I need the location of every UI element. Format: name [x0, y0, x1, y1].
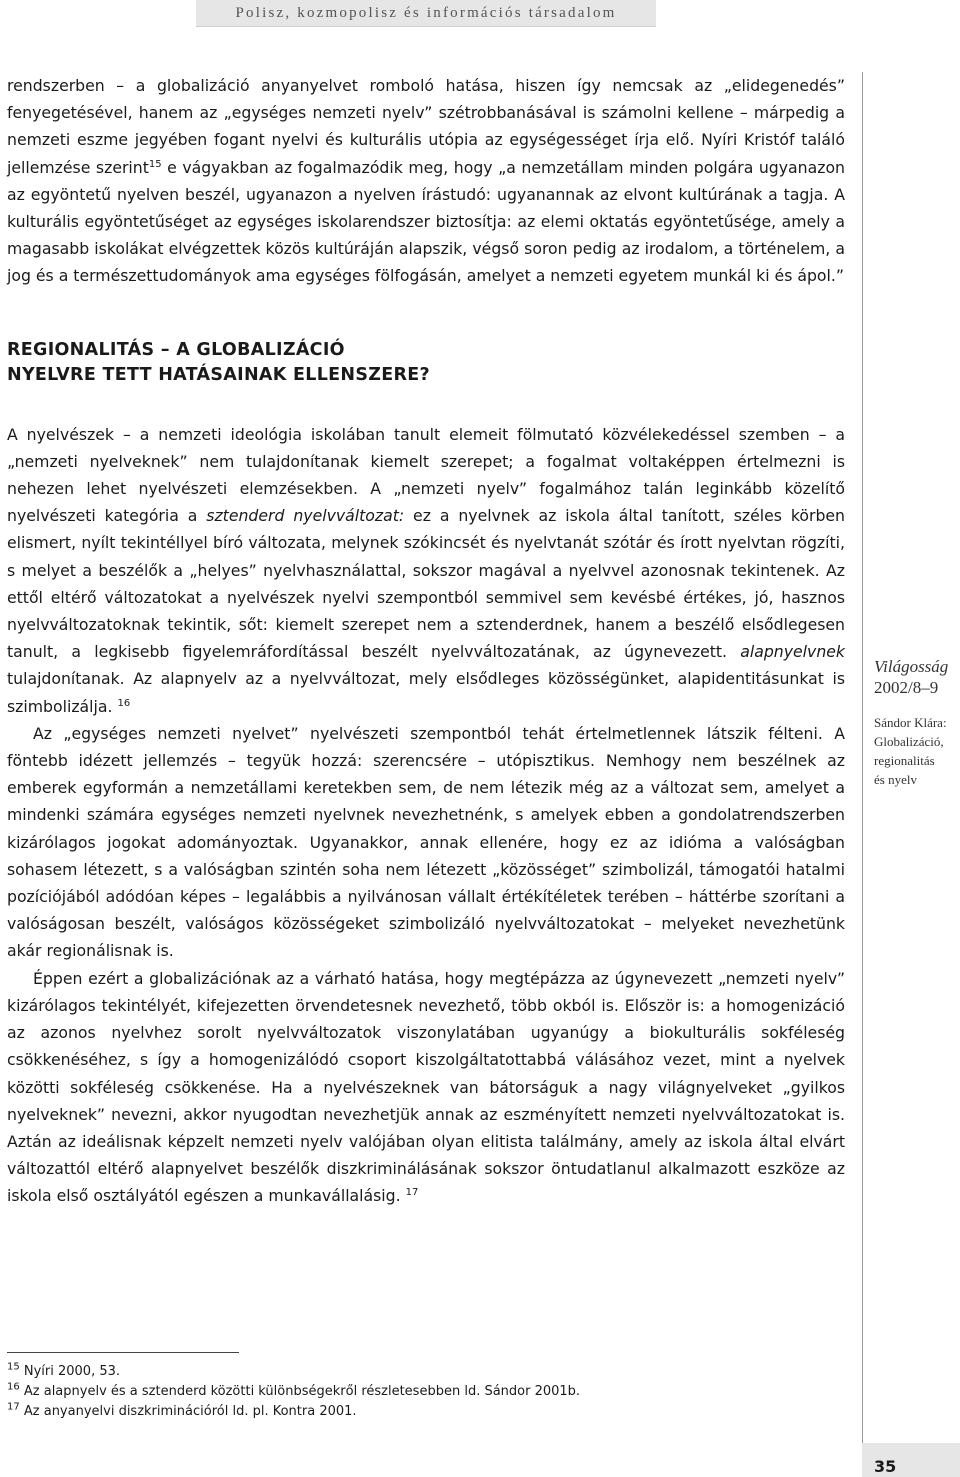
section-heading-line-1: REGIONALITÁS – A GLOBALIZÁCIÓ — [7, 339, 345, 360]
journal-issue: 2002/8–9 — [874, 678, 939, 697]
main-text — [7, 72, 845, 1210]
term-sztenderd: sztenderd nyelvváltozat: — [206, 506, 405, 526]
section-heading — [7, 338, 845, 388]
footnote-15: $^{15}$ Nyíri 2000, 53. — [7, 1361, 121, 1379]
sidebar — [874, 656, 960, 789]
footnotes — [7, 1362, 580, 1422]
journal-title: Világosság — [874, 657, 949, 676]
paragraph-4: Éppen ezért a globalizációnak az a várható hatása, hogy megtépázza az úgynevezett „nemzeti nyelv” kizárólagos tekintélyét, kifejezetten örvendetesnek nevezhető, több okból is. Először is: a homogenizáció az azonos nyelvhez sorolt nyelvváltozatok viszonylatában ugyanúgy a biokulturális sokféleség csökkenéséhez, s így a homogenizálódó csoport kiszolgáltatottabbá válásához vezet, mint a nyelvek közötti sokféleség csökkenése. Ha a nyelvészeknek van bátorságuk a nagy világnyelveket „gyilkos nyelveknek” nevezni, akkor nyugodtan nevezhetjük annak az eszményített nemzeti nyelvváltozatokat is. Aztán az ideálisnak képzelt nemzeti nyelv valójában olyan elitista találmány, amely az iskola által elvárt változattól eltérő alapnyelvet beszélők diszkriminálásának sokszor öntudatlanul alkalmazott eszköze az iskola első osztályától egészen a munkavállalásig. $^{17}$ — [7, 968, 845, 1206]
paragraph-2: A nyelvészek – a nemzeti ideológia iskolában tanult elemeit fölmutató közvélekedéssel szemben – a „nemzeti nyelveknek” nem tulajdonítanak kiemelt szerepet; a fogalmat voltaképpen értelmezni is nehezen lehet nyelvészeti elemzésekben. A „nemzeti nyelv” fogalmához talán leginkább közelítő nyelvészeti kategória a sztenderd nyelvváltozat: ez a nyelvnek az iskola által tanított, széles körben elismert, nyílt tekintéllyel bíró változata, melynek szókincsét és nyelvtanát szótár és írott nyelvtan rögzíti, s melyet a beszélők a „helyes” nyelvhasználattal, sokszor magával a nyelvvel azonosnak tekintenek. Az ettől eltérő változatokat a nyelvészek nyelvi szempontból semmivel sem kevésbé értékes, jó, hasznos nyelvváltozatoknak tekintik, sőt: kiemelt szerepet nem a sztenderdnek, hanem a beszélő elsődlegesen tanult, a legkisebb figyelemráfordítással beszélt nyelvváltozatának, az úgynevezett. alapnyelvnek tulajdonítanak. Az alapnyelv az a nyelvváltozat, mely elsődleges közösségünket, alapidentitásunkat is szimbolizálja. $^{16}$ — [7, 424, 846, 716]
sidebar-divider — [862, 72, 863, 1450]
footnote-rule — [7, 1352, 239, 1353]
paragraph-3: Az „egységes nemzeti nyelvet” nyelvészeti szempontból tehát értelmetlennek látszik félteni. A föntebb idézett jellemzés – tegyük hozzá: szerencsére – utópisztikus. Nemhogy nem beszélnek az emberek egyformán a nemzetállami keretekben sem, de nem létezik még az a változat sem, amelyet a mindenki számára egységes nemzeti nyelvnek nevezhetnénk, s amelyek ebben a gondolatrendszerben kizárólagos jogokat adományoztak. Ugyanakkor, annak ellenére, hogy ez az idióma a valóságban sohasem létezett, s a valóságban szintén soha nem létezett „közösséget” szimbolizál, támogatói hatalmi pozíciójából adódóan képes – legalábbis a nyilvánosan vállalt értékítéletek terében – háttérbe szorítani a valóságosan beszélt, valóságos közösségeket szimbolizáló nyelvváltozatokat – melyeket nevezhetünk akár regionálisnak is. — [7, 723, 845, 961]
footnote-ref-15[interactable]: 15 — [148, 158, 162, 170]
footnote-ref-16[interactable]: 16 — [117, 697, 131, 709]
page-number: 35 — [874, 1457, 897, 1476]
running-head — [196, 0, 656, 27]
footnote-ref-17[interactable]: 17 — [405, 1187, 419, 1199]
term-alapnyelv: alapnyelvnek — [740, 642, 845, 662]
footnote-17: $^{17}$ Az anyanyelvi diszkriminációról ld. pl. Kontra 2001. — [7, 1401, 357, 1419]
section-heading-line-2: NYELVRE TETT HATÁSAINAK ELLENSZERE? — [7, 364, 430, 385]
paragraph-1: rendszerben – a globalizáció anyanyelvet romboló hatása, hiszen így nemcsak az „elidegenedés” fenyegetésével, hanem az „egységes nemzeti nyelv” szétrobbanásával is számolni kellene – márpedig a nemzeti eszme jegyében fogant nyelvi és kulturális utópia az egységességet írja elő. Nyíri Kristóf találó jellemzése szerint$^{15}$ e vágyakban az fogalmazódik meg, hogy „a nemzetállam minden polgára ugyanazon az egyöntetű nyelven beszél, ugyanazon a nyelven írástudó: ugyanannak az elvont kultúrának a tagja. A kulturális egyöntetűséget az egységes iskolarendszer biztosítja: az elemi oktatás egyöntetűsége, amely a magasabb iskolákat elvégzettek közös kultúráján alapszik, végső soron pedig az irodalom, a történelem, a jog és a természettudományok ama egységes fölfogásán, amelyet a nemzeti egyetem munkál ki és ápol.” — [7, 76, 845, 286]
footnote-16: $^{16}$ Az alapnyelv és a sztenderd közötti különbségekről részletesebben ld. Sándor 2001b. — [7, 1381, 581, 1399]
running-title: Polisz, kozmopolisz és információs társadalom — [235, 5, 617, 21]
article-reference: Sándor Klára: Globalizáció, regionalitás és nyelv — [874, 715, 947, 787]
